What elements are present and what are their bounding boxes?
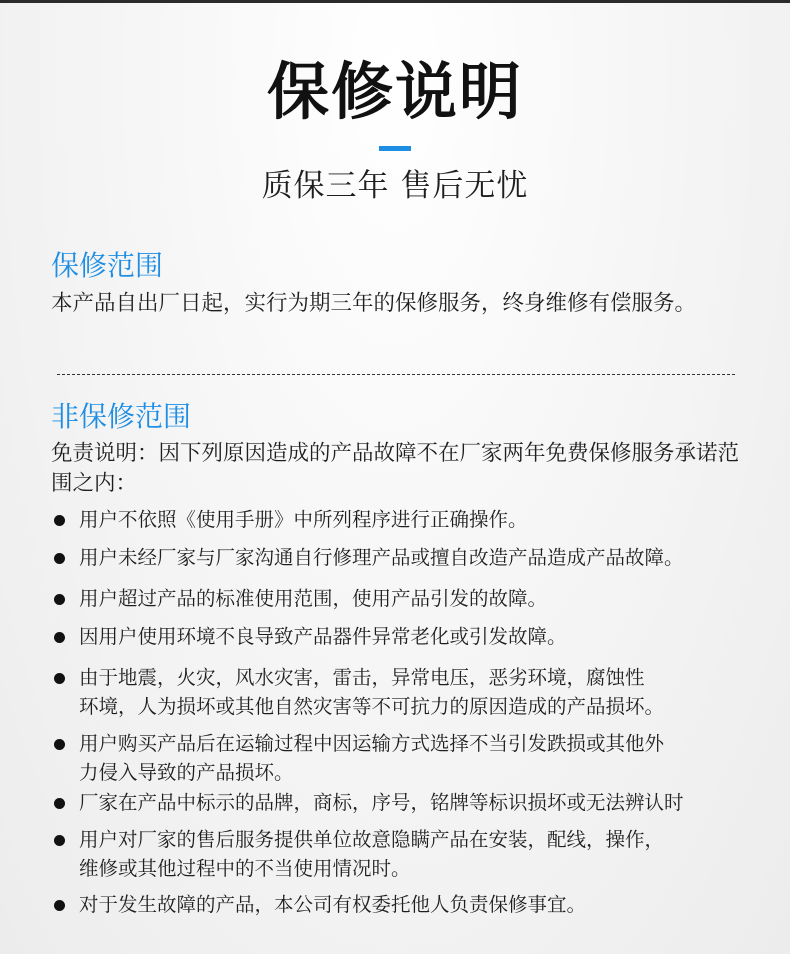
list-item-text: 用户不依照《使用手册》中所列程序进行正确操作。 [79, 508, 528, 531]
bullet-dot [54, 900, 65, 911]
list-item-text: 用户购买产品后在运输过程中因运输方式选择不当引发跌损或其他外 力侵入导致的产品损坏。 [79, 732, 665, 784]
bullet-dot [54, 515, 65, 526]
list-item [54, 890, 766, 919]
list-item [54, 543, 766, 572]
top-border-line [0, 0, 790, 3]
bullet-dot [54, 553, 65, 564]
bullet-dot [54, 673, 65, 684]
list-item [54, 663, 766, 721]
bullet-dot [54, 798, 65, 809]
list-item [54, 584, 766, 613]
bullet-dot [54, 739, 65, 750]
list-item [54, 622, 766, 651]
title-accent-bar [379, 146, 411, 151]
bullet-dot [54, 835, 65, 846]
list-item-text: 对于发生故障的产品，本公司有权委托他人负责保修事宜。 [79, 893, 587, 916]
non-warranty-intro: 免责说明：因下列原因造成的产品故障不在厂家两年免费保修服务承诺范围之内： [51, 441, 740, 496]
list-item [54, 788, 766, 817]
section-divider [57, 374, 735, 375]
warranty-scope-heading: 保修范围 [51, 249, 164, 282]
list-item [54, 825, 766, 883]
list-item-text: 用户对厂家的售后服务提供单位故意隐瞒产品在安装，配线，操作， 维修或其他过程中的不当使用情况时。 [79, 828, 665, 880]
non-warranty-scope-heading: 非保修范围 [51, 400, 192, 433]
list-item-text: 由于地震，火灾，风水灾害，雷击，异常电压，恶劣环境，腐蚀性 环境，人为损坏或其他自然灾害等不可抗力的原因造成的产品损坏。 [79, 666, 665, 718]
warranty-scope-text: 本产品自出厂日起，实行为期三年的保修服务，终身维修有偿服务。 [51, 291, 697, 316]
list-item-text: 厂家在产品中标示的品牌，商标，序号，铭牌等标识损坏或无法辨认时 [79, 791, 684, 814]
list-item-text: 用户超过产品的标准使用范围，使用产品引发的故障。 [79, 587, 548, 610]
page-title: 保修说明 [266, 55, 523, 128]
bullet-dot [54, 632, 65, 643]
list-item [54, 505, 766, 534]
list-item-text: 用户未经厂家与厂家沟通自行修理产品或擅自改造产品造成产品故障。 [79, 546, 684, 569]
list-item [54, 729, 766, 787]
bullet-dot [54, 594, 65, 605]
list-item-text: 因用户使用环境不良导致产品器件异常老化或引发故障。 [79, 625, 567, 648]
page-subtitle: 质保三年 售后无忧 [261, 168, 529, 204]
